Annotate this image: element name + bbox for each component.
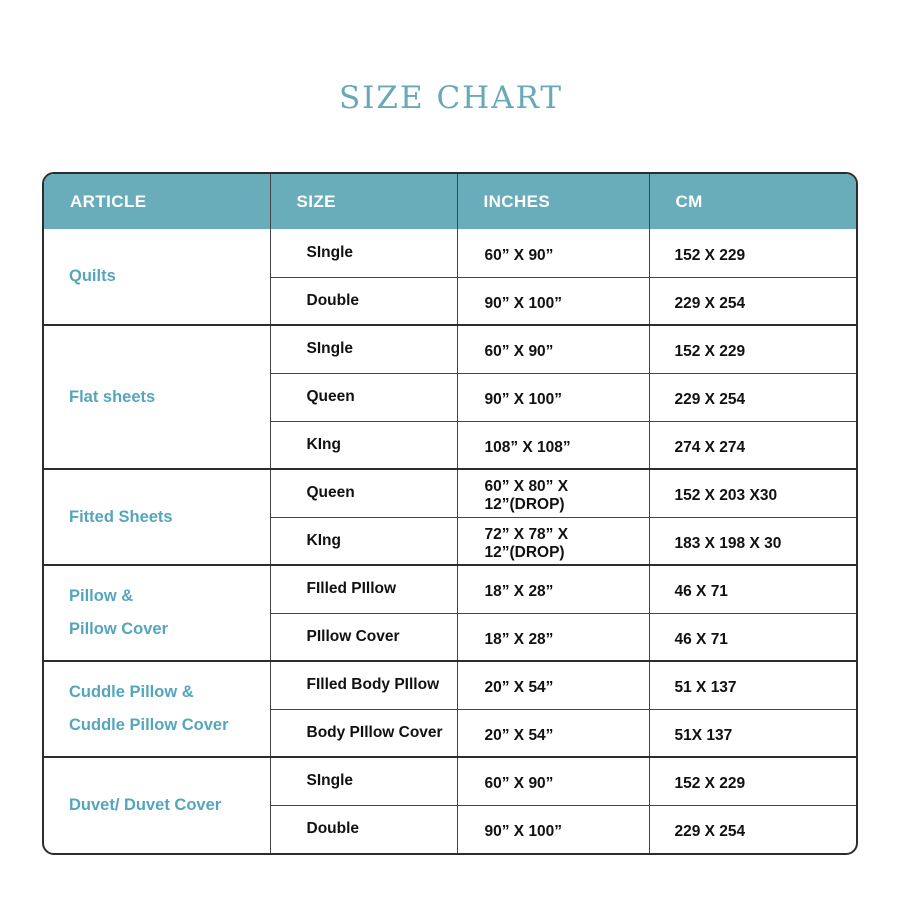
- cm-value: 152 X 229: [674, 343, 746, 361]
- article-label: Cuddle Pillow Cover: [69, 716, 229, 734]
- article-cell-duvet: [44, 757, 270, 853]
- cm-cell: [649, 709, 858, 757]
- size-chart-table-container: [42, 172, 858, 855]
- inches-value: 90” X 100”: [484, 294, 563, 312]
- cm-value: 229 X 254: [674, 391, 746, 408]
- inches-value: 20” X 54”: [484, 726, 554, 744]
- article-label: Pillow &: [69, 587, 134, 606]
- size-cell: Queen: [270, 373, 457, 421]
- article-cell-cuddle-pillow: [44, 661, 270, 757]
- cm-cell: [649, 517, 858, 565]
- cm-value: 152 X 229: [674, 775, 746, 793]
- cm-cell: [649, 325, 858, 373]
- inches-cell: [457, 229, 649, 277]
- cm-value: 229 X 254: [674, 294, 746, 312]
- inches-value: 90” X 100”: [484, 391, 563, 408]
- inches-value: 108” X 108”: [484, 438, 571, 456]
- cm-cell: [649, 805, 858, 853]
- article-label: Quilts: [69, 267, 116, 286]
- article-cell-quilts: [44, 229, 270, 325]
- cm-value: 46 X 71: [674, 630, 728, 648]
- cm-cell: [649, 613, 858, 661]
- size-cell: Queen: [270, 469, 457, 517]
- article-cell-fitted-sheets: [44, 469, 270, 565]
- cm-cell: [649, 229, 858, 277]
- inches-cell: [457, 277, 649, 325]
- size-cell: Body PIllow Cover: [270, 709, 457, 757]
- table-row: [44, 229, 858, 277]
- size-cell: SIngle: [270, 229, 457, 277]
- cm-value: 46 X 71: [674, 583, 728, 601]
- cm-value: 51 X 137: [674, 679, 737, 697]
- inches-cell: [457, 661, 649, 709]
- inches-value: 90” X 100”: [484, 823, 563, 841]
- cm-cell: [649, 757, 858, 805]
- table-row: [44, 757, 858, 805]
- inches-value: 60” X 90”: [484, 246, 554, 264]
- cm-value: 152 X 229: [674, 246, 746, 264]
- size-cell: FIlled Body PIllow: [270, 661, 457, 709]
- inches-cell: [457, 757, 649, 805]
- table-row: [44, 469, 858, 517]
- inches-value: 18” X 28”: [484, 630, 554, 648]
- article-cell-flat-sheets: [44, 325, 270, 469]
- inches-cell: [457, 469, 649, 517]
- inches-value: 20” X 54”: [484, 679, 554, 697]
- cm-cell: [649, 565, 858, 613]
- size-cell: SIngle: [270, 325, 457, 373]
- cm-cell: [649, 661, 858, 709]
- cm-cell: [649, 469, 858, 517]
- table-row: [44, 661, 858, 709]
- inches-value: 18” X 28”: [484, 583, 554, 601]
- inches-cell: [457, 421, 649, 469]
- cm-value: 152 X 203 X30: [674, 487, 778, 505]
- cm-value: 51X 137: [674, 726, 733, 744]
- table-row: [44, 325, 858, 373]
- inches-cell: [457, 613, 649, 661]
- inches-cell: [457, 805, 649, 853]
- cm-cell: [649, 277, 858, 325]
- header-size: SIZE: [270, 174, 457, 229]
- size-cell: FIlled PIllow: [270, 565, 457, 613]
- inches-value: 72” X 78” X 12”(DROP): [484, 525, 569, 561]
- table-row: [44, 565, 858, 613]
- article-label: Pillow Cover: [69, 620, 169, 638]
- inches-cell: [457, 565, 649, 613]
- article-label: Flat sheets: [69, 387, 156, 406]
- inches-cell: [457, 517, 649, 565]
- size-cell: KIng: [270, 421, 457, 469]
- table-header-row: [44, 174, 858, 229]
- cm-value: 274 X 274: [674, 438, 746, 456]
- cm-cell: [649, 421, 858, 469]
- cm-value: 183 X 198 X 30: [674, 534, 782, 552]
- inches-value: 60” X 80” X 12”(DROP): [484, 478, 569, 514]
- header-cm: CM: [649, 174, 858, 229]
- inches-value: 60” X 90”: [484, 343, 554, 361]
- size-chart-table: [44, 174, 858, 853]
- size-cell: PIllow Cover: [270, 613, 457, 661]
- header-inches: INCHES: [457, 174, 649, 229]
- inches-value: 60” X 90”: [484, 775, 554, 793]
- cm-value: 229 X 254: [674, 823, 746, 841]
- inches-cell: [457, 709, 649, 757]
- inches-cell: [457, 373, 649, 421]
- size-cell: KIng: [270, 517, 457, 565]
- article-label: Duvet/ Duvet Cover: [69, 796, 222, 815]
- article-label: Fitted Sheets: [69, 507, 173, 526]
- cm-cell: [649, 373, 858, 421]
- size-cell: SIngle: [270, 757, 457, 805]
- size-cell: Double: [270, 277, 457, 325]
- inches-cell: [457, 325, 649, 373]
- size-cell: Double: [270, 805, 457, 853]
- article-cell-pillow: [44, 565, 270, 661]
- header-article: ARTICLE: [44, 174, 270, 229]
- article-label: Cuddle Pillow &: [69, 683, 194, 702]
- page-title: SIZE CHART: [338, 80, 564, 116]
